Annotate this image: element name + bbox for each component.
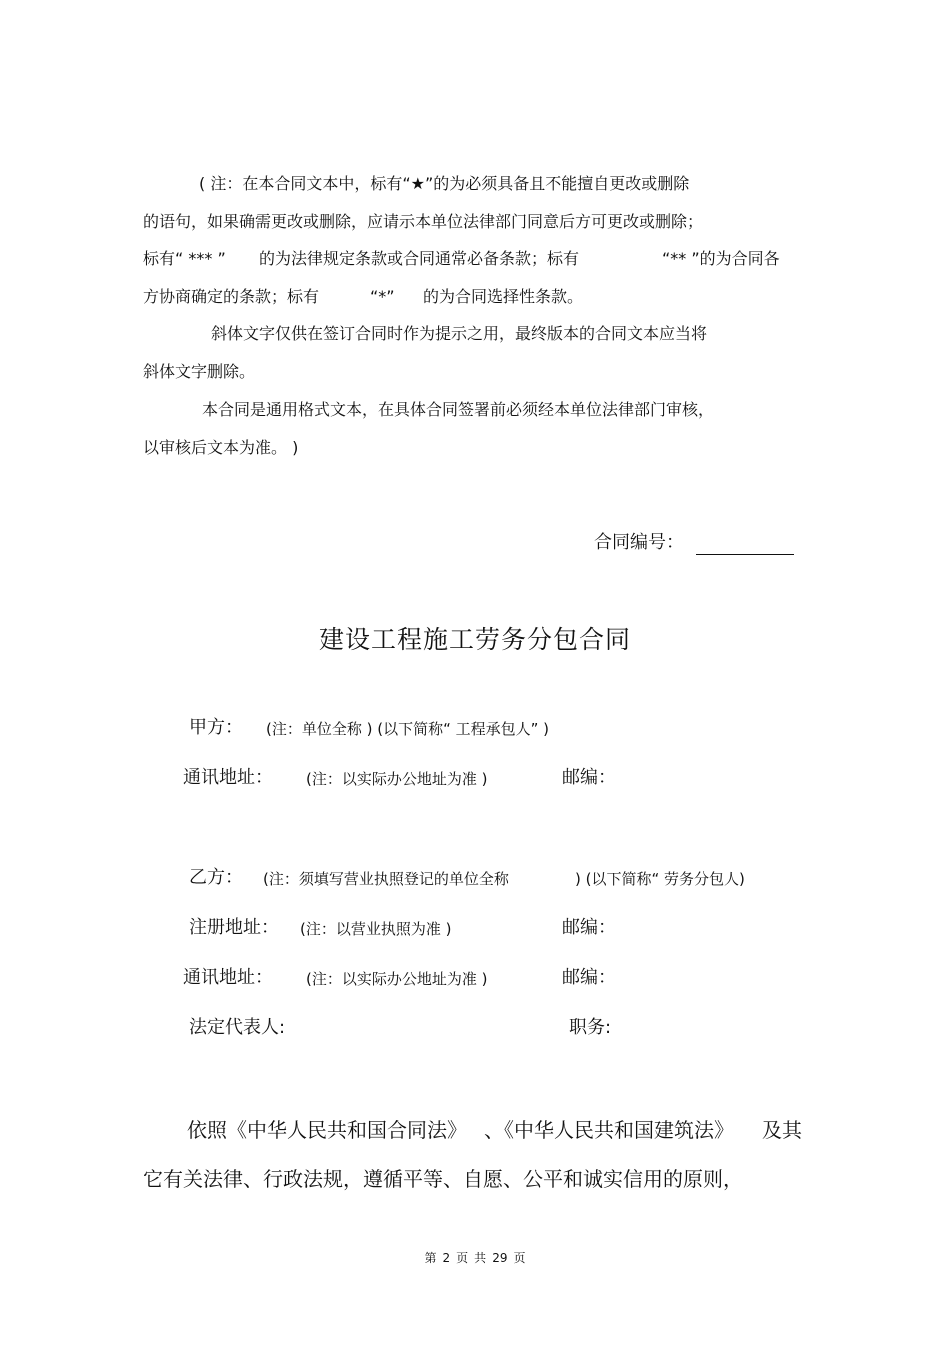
body-line: 它有关法律、行政法规，遵循平等、自愿、公平和诚实信用的原则，: [143, 1167, 743, 1191]
party-a-note: (注：单位全称 ) (以下简称“ 工程承包人” ): [266, 720, 550, 738]
body-line: 及其: [762, 1118, 802, 1142]
contract-number-label: 合同编号：: [594, 532, 684, 553]
footer-suffix: 页: [513, 1251, 526, 1265]
party-b-reg-postcode-label: 邮编：: [562, 917, 616, 938]
page-title: 建设工程施工劳务分包合同: [318, 625, 631, 654]
note-line: 的为合同选择性条款。: [423, 287, 584, 306]
footer-prefix: 第: [424, 1251, 437, 1265]
footer-total-word: 共: [474, 1251, 487, 1265]
party-b-note: (注：须填写营业执照登记的单位全称: [263, 870, 509, 888]
party-b-reg-address-note: (注：以营业执照为准 ): [300, 920, 452, 938]
party-a-postcode-label: 邮编：: [562, 767, 616, 788]
note-line: ( 注：在本合同文本中，标有“★”的为必须具备且不能擅自更改或删除: [199, 174, 690, 193]
note-line: 本合同是通用格式文本，在具体合同签署前必须经本单位法律部门审核，: [202, 400, 715, 419]
note-line: 的为法律规定条款或合同通常必备条款；标有: [259, 249, 580, 268]
party-b-reg-address-label: 注册地址：: [189, 917, 279, 938]
note-line: 方协商确定的条款；标有: [143, 287, 320, 306]
note-line: 标有“ *** ”: [143, 249, 226, 268]
party-b-note-abbrev: ) (以下简称“ 劳务分包人): [575, 870, 745, 888]
footer-total-pages: 29: [492, 1251, 508, 1265]
position-label: 职务:: [569, 1017, 612, 1038]
note-line: 以审核后文本为准。 ): [143, 438, 299, 457]
body-line: 、《中华人民共和国建筑法》: [484, 1118, 734, 1142]
contract-number: [594, 531, 794, 555]
note-line: 斜体文字删除。: [143, 362, 256, 381]
footer-page-word: 页: [456, 1251, 469, 1265]
party-b-label: 乙方：: [189, 867, 243, 888]
note-line: 斜体文字仅供在签订合同时作为提示之用，最终版本的合同文本应当将: [211, 324, 708, 343]
party-b-postcode-label: 邮编：: [562, 967, 616, 988]
contract-number-blank[interactable]: [696, 536, 794, 555]
note-line: “** ”的为合同各: [662, 249, 780, 268]
page-footer: [0, 1249, 950, 1266]
footer-page-number: 2: [442, 1251, 451, 1265]
note-line: “*”: [370, 287, 395, 306]
party-a-address-label: 通讯地址：: [183, 767, 273, 788]
body-line: 依照《中华人民共和国合同法》: [187, 1118, 467, 1142]
party-b-address-label: 通讯地址：: [183, 967, 273, 988]
legal-representative-label: 法定代表人:: [189, 1017, 286, 1038]
party-a-address-note: (注：以实际办公地址为准 ): [306, 770, 488, 788]
note-line: 的语句，如果确需更改或删除，应请示本单位法律部门同意后方可更改或删除；: [143, 212, 704, 231]
party-a-label: 甲方：: [189, 717, 243, 738]
party-b-address-note: (注：以实际办公地址为准 ): [306, 970, 488, 988]
